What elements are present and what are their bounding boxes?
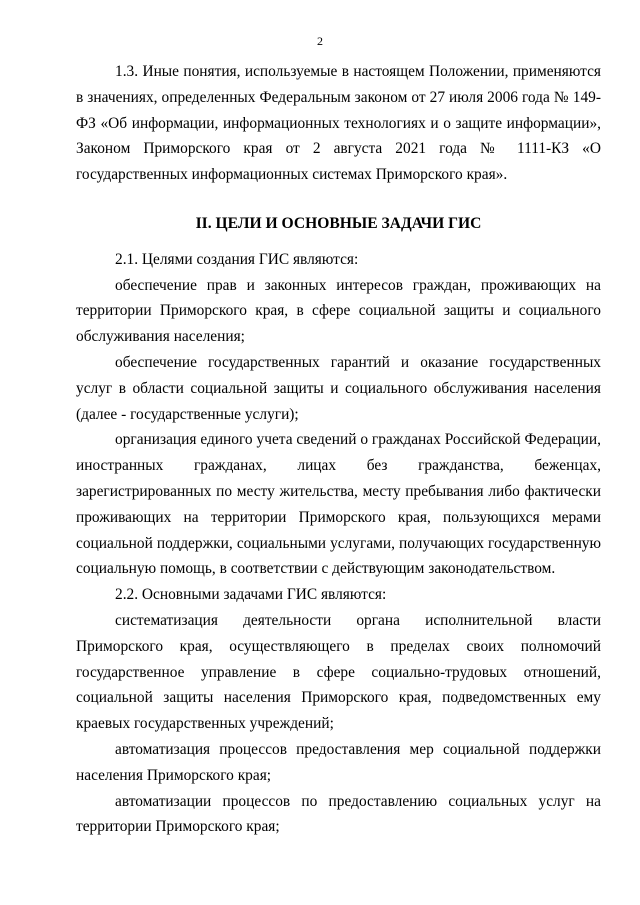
goal-item-3-line-1: организация единого учета сведений о гражданах Российской Федерации, [115,431,601,449]
task-item-3: автоматизации процессов по предоставлению социальных услуг на территории Приморского края; [76,792,601,836]
task-item-1-line-1: систематизация деятельности органа исполнительной власти [115,611,601,629]
paragraph-2-1: 2.1. Целями создания ГИС являются: [115,250,359,268]
task-item-2: автоматизация процессов предоставления мер социальной поддержки населения Приморского края; [76,740,601,784]
goal-item-3-line-2: иностранных гражданах, лицах без гражданства, беженцах, [76,457,601,475]
goal-item-2: обеспечение государственных гарантий и оказание государственных услуг в области социальной защиты и социального обслуживания населения (далее - государственные услуги); [76,353,601,423]
task-item-1-rest: Приморского края, осуществляющего в пределах своих полномочий государственное управление в сфере социально-трудовых отношений, социальной защиты населения Приморского края, подведомственных ему краевых государственных учреждений; [76,637,601,733]
section-heading: II. ЦЕЛИ И ОСНОВНЫЕ ЗАДАЧИ ГИС [195,214,482,232]
page-number: 2 [317,34,323,48]
goal-item-3-rest: зарегистрированных по месту жительства, месту пребывания либо фактически проживающих на территории Приморского края, пользующихся мерами социальной поддержки, социальными услугами, получающих государственную социальную помощь, в соответствии с действующим законодательством. [76,482,601,578]
paragraph-2-2: 2.2. Основными задачами ГИС являются: [115,586,387,604]
document-body [76,59,601,840]
paragraph-1-3: 1.3. Иные понятия, используемые в настоящем Положении, применяются в значениях, определенных Федеральным законом от 27 июля 2006 года № 149-ФЗ «Об информации, информационных технологиях и о защите информации», Законом Приморского края от 2 августа 2021 года № 1111-КЗ «О государственных информационных системах Приморского края». [76,63,601,184]
goal-item-1: обеспечение прав и законных интересов граждан, проживающих на территории Приморского края, в сфере социальной защиты и социального обслуживания населения; [76,276,601,346]
